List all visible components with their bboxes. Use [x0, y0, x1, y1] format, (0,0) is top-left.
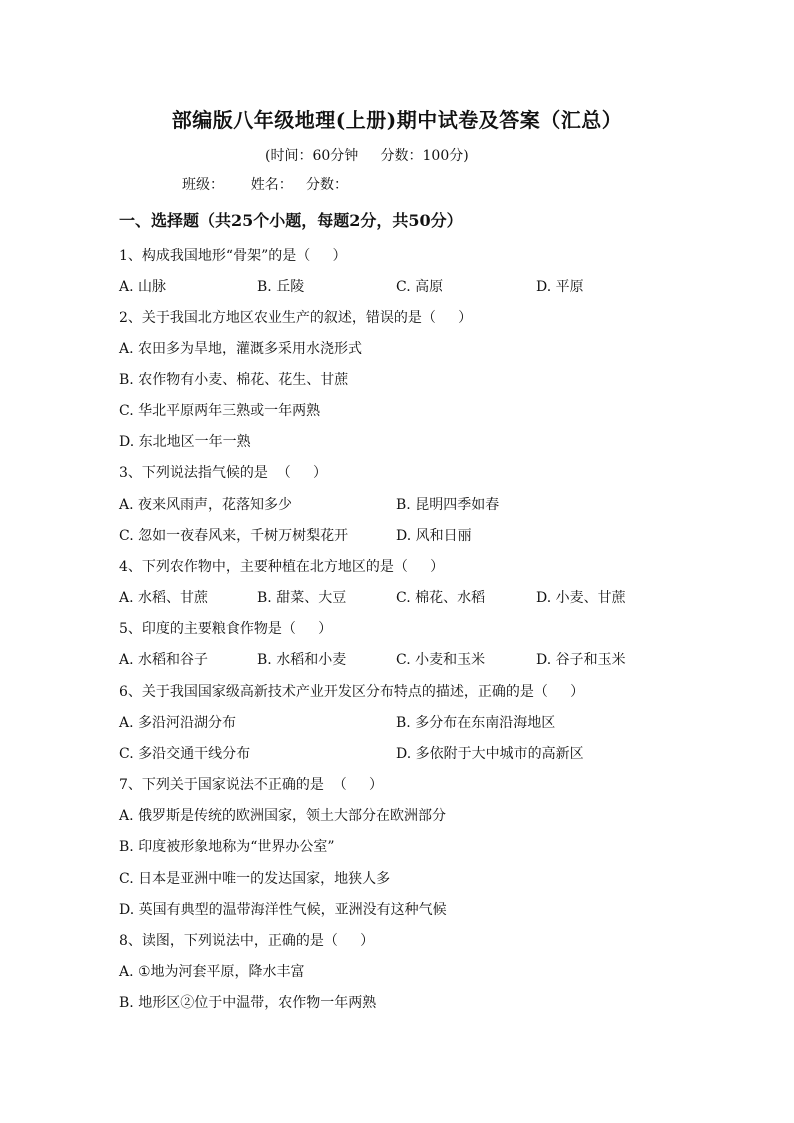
question-5-option-a: A. 水稻和谷子: [119, 652, 209, 668]
question-5-option-d: D. 谷子和玉米: [536, 652, 626, 668]
question-6-option-c: C. 多沿交通干线分布: [119, 746, 251, 762]
question-3-option-c: C. 忽如一夜春风来，千树万树梨花开: [119, 528, 349, 544]
question-1-option-a: A. 山脉: [119, 279, 167, 295]
question-4-option-a: A. 水稻、甘蔗: [119, 590, 209, 606]
question-3-option-d: D. 风和日丽: [396, 528, 472, 544]
question-2-option-d: D. 东北地区一年一熟: [119, 434, 251, 450]
question-7-option-c: C. 日本是亚洲中唯一的发达国家，地狭人多: [119, 871, 391, 887]
question-8-option-b: B. 地形区②位于中温带，农作物一年两熟: [119, 995, 377, 1011]
question-7-option-d: D. 英国有典型的温带海洋性气候，亚洲没有这种气候: [119, 902, 447, 918]
question-6-option-d: D. 多依附于大中城市的高新区: [396, 746, 584, 762]
question-6-option-a: A. 多沿河沿湖分布: [119, 715, 237, 731]
question-4-option-d: D. 小麦、甘蔗: [536, 590, 626, 606]
question-2-option-a: A. 农田多为旱地，灌溉多采用水浇形式: [119, 341, 363, 357]
question-1-stem: 1、构成我国地形“骨架”的是（ ）: [119, 248, 347, 264]
question-5-option-c: C. 小麦和玉米: [396, 652, 486, 668]
student-info-line: 班级： 姓名： 分数：: [182, 177, 349, 193]
question-4-stem: 4、下列农作物中，主要种植在北方地区的是（ ）: [119, 559, 445, 575]
question-2-option-b: B. 农作物有小麦、棉花、花生、甘蔗: [119, 372, 349, 388]
question-6-stem: 6、关于我国国家级高新技术产业开发区分布特点的描述，正确的是（ ）: [119, 684, 585, 700]
question-7-option-a: A. 俄罗斯是传统的欧洲国家，领土大部分在欧洲部分: [119, 808, 447, 824]
question-3-option-a: A. 夜来风雨声，花落知多少: [119, 497, 293, 513]
question-1-option-d: D. 平原: [536, 279, 584, 295]
question-7-option-b: B. 印度被形象地称为“世界办公室”: [119, 839, 335, 855]
exam-time-score: (时间：60分钟 分数：100分): [265, 148, 469, 164]
question-8-stem: 8、读图，下列说法中，正确的是（ ）: [119, 933, 375, 949]
question-3-stem: 3、下列说法指气候的是 （ ）: [119, 465, 328, 481]
question-5-stem: 5、印度的主要粮食作物是（ ）: [119, 621, 333, 637]
question-1-option-c: C. 高原: [396, 279, 444, 295]
question-4-option-c: C. 棉花、水稻: [396, 590, 486, 606]
question-8-option-a: A. ①地为河套平原，降水丰富: [119, 964, 305, 980]
exam-title: 部编版八年级地理(上册)期中试卷及答案（汇总）: [171, 108, 623, 132]
question-6-option-b: B. 多分布在东南沿海地区: [396, 715, 556, 731]
question-2-option-c: C. 华北平原两年三熟或一年两熟: [119, 403, 321, 419]
question-3-option-b: B. 昆明四季如春: [396, 497, 500, 513]
question-5-option-b: B. 水稻和小麦: [257, 652, 347, 668]
question-2-stem: 2、关于我国北方地区农业生产的叙述，错误的是（ ）: [119, 310, 473, 326]
question-4-option-b: B. 甜菜、大豆: [257, 590, 347, 606]
question-7-stem: 7、下列关于国家说法不正确的是 （ ）: [119, 777, 384, 793]
question-1-option-b: B. 丘陵: [257, 279, 305, 295]
section-heading-choice: 一、选择题（共25个小题，每题2分，共50分）: [119, 211, 463, 230]
